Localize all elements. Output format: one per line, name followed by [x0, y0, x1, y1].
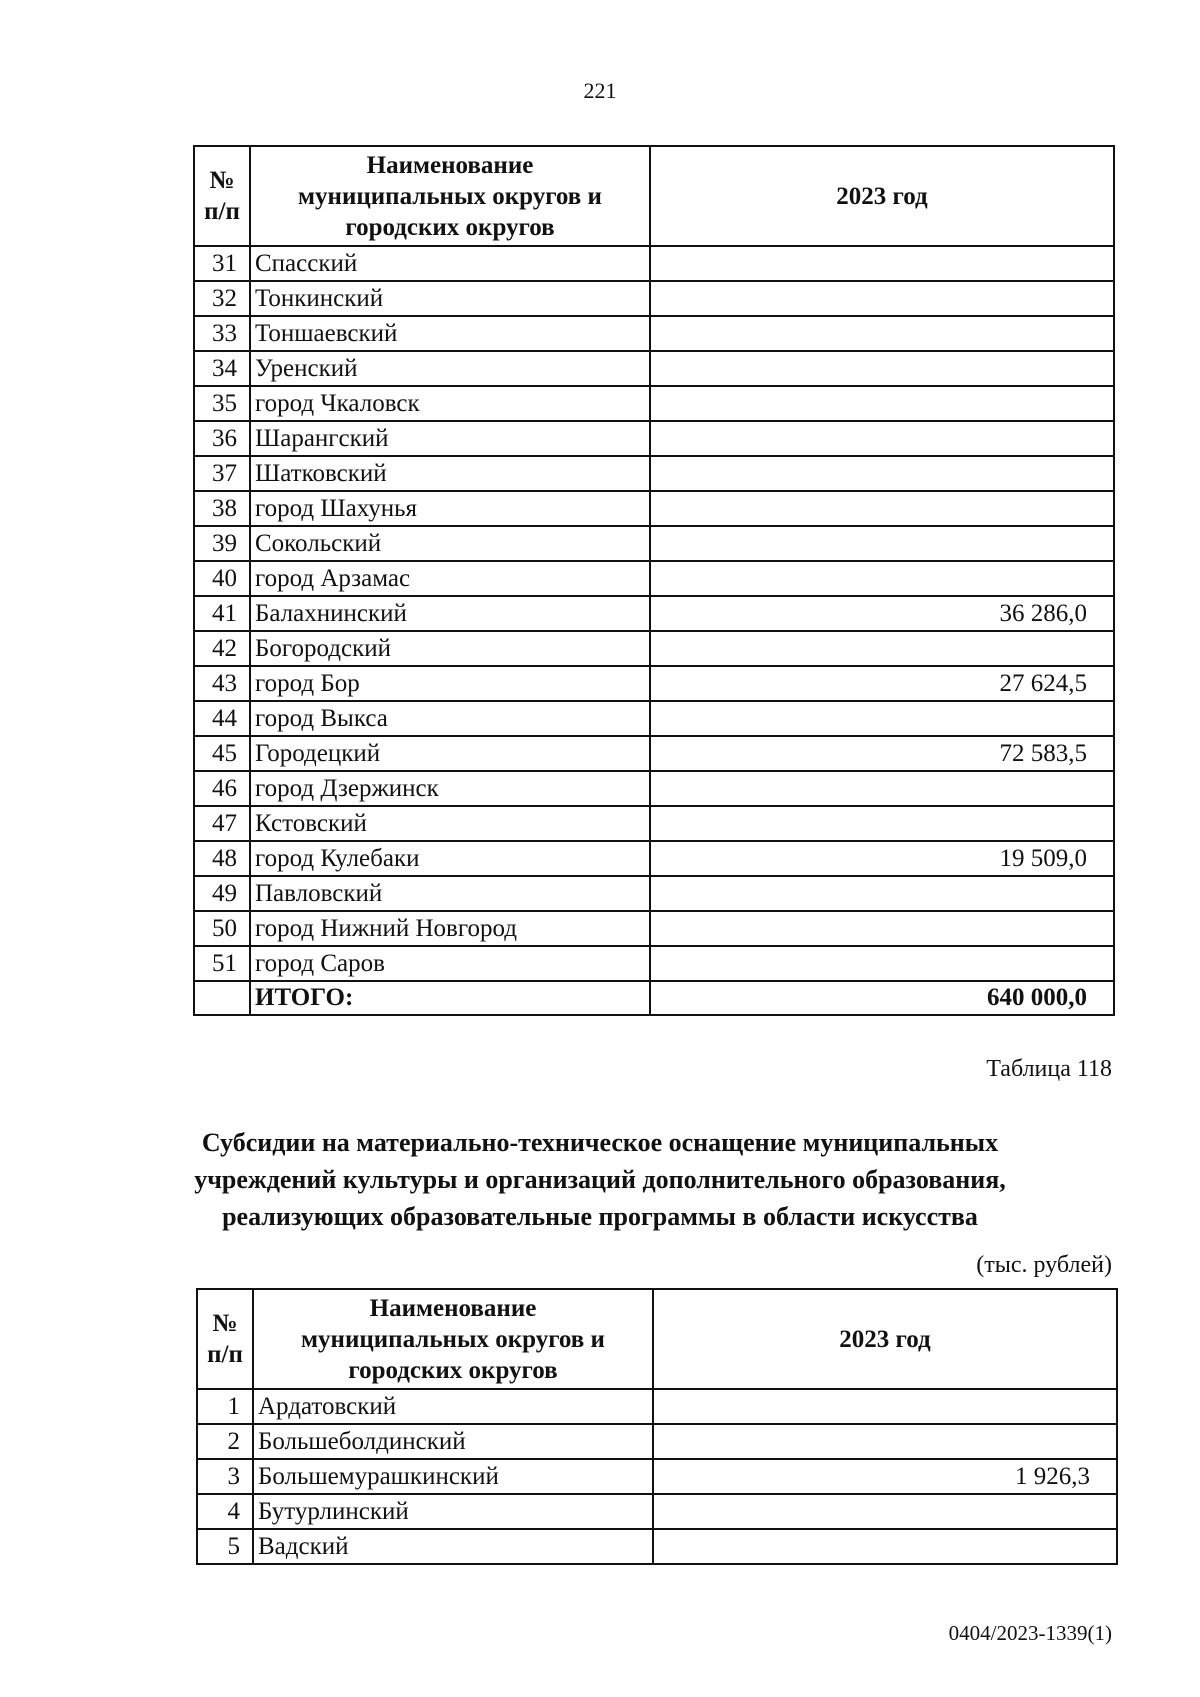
table-row — [194, 701, 1114, 736]
table-row — [194, 946, 1114, 981]
table-row — [194, 771, 1114, 806]
table-row — [194, 316, 1114, 351]
row-number: 35 — [194, 386, 250, 421]
amount-value — [650, 701, 1114, 736]
row-number: 1 — [197, 1389, 253, 1424]
amount-value — [650, 631, 1114, 666]
amount-value — [650, 561, 1114, 596]
district-name: Большеболдинский — [253, 1424, 653, 1459]
header-district-name: Наименование муниципальных округов и городских округов — [250, 146, 650, 246]
district-name: Сокольский — [250, 526, 650, 561]
document-code: 0404/2023-1339(1) — [948, 1621, 1112, 1645]
table-row — [194, 421, 1114, 456]
table-row — [194, 596, 1114, 631]
table-row — [194, 526, 1114, 561]
table-row — [194, 351, 1114, 386]
units-label: (тыс. рублей) — [976, 1252, 1112, 1278]
districts-table-1-body — [194, 246, 1114, 981]
amount-value — [650, 316, 1114, 351]
table-title — [0, 1124, 1200, 1235]
table-row — [194, 806, 1114, 841]
table-row — [194, 631, 1114, 666]
amount-value — [650, 876, 1114, 911]
table-row — [197, 1389, 1117, 1424]
amount-value — [650, 526, 1114, 561]
row-number: 44 — [194, 701, 250, 736]
amount-value — [650, 771, 1114, 806]
district-name: Тонкинский — [250, 281, 650, 316]
district-name: город Дзержинск — [250, 771, 650, 806]
amount-value — [650, 946, 1114, 981]
row-number: 43 — [194, 666, 250, 701]
table-row — [197, 1529, 1117, 1564]
district-name: город Нижний Новгород — [250, 911, 650, 946]
row-number: 38 — [194, 491, 250, 526]
row-number: 4 — [197, 1494, 253, 1529]
row-number: 31 — [194, 246, 250, 281]
district-name: город Чкаловск — [250, 386, 650, 421]
district-name: Павловский — [250, 876, 650, 911]
row-number: 49 — [194, 876, 250, 911]
amount-value: 72 583,5 — [650, 736, 1114, 771]
district-name: Бутурлинский — [253, 1494, 653, 1529]
total-value: 640 000,0 — [650, 981, 1114, 1015]
amount-value — [650, 281, 1114, 316]
table-row — [194, 841, 1114, 876]
row-number: 3 — [197, 1459, 253, 1494]
amount-value — [650, 386, 1114, 421]
row-number: 50 — [194, 911, 250, 946]
district-name: город Саров — [250, 946, 650, 981]
row-number: 42 — [194, 631, 250, 666]
table-row — [194, 911, 1114, 946]
row-number: 5 — [197, 1529, 253, 1564]
table-row — [197, 1424, 1117, 1459]
title-line: реализующих образовательные программы в области искусства — [222, 1202, 978, 1231]
header-district-name: Наименование муниципальных округов и городских округов — [253, 1289, 653, 1389]
row-number: 36 — [194, 421, 250, 456]
district-name: Ардатовский — [253, 1389, 653, 1424]
table-row — [197, 1459, 1117, 1494]
row-number: 39 — [194, 526, 250, 561]
amount-value — [650, 246, 1114, 281]
district-name: город Выкса — [250, 701, 650, 736]
amount-value: 27 624,5 — [650, 666, 1114, 701]
district-name: Богородский — [250, 631, 650, 666]
row-number: 34 — [194, 351, 250, 386]
table-row — [194, 876, 1114, 911]
amount-value: 36 286,0 — [650, 596, 1114, 631]
table-row — [194, 456, 1114, 491]
row-number: 40 — [194, 561, 250, 596]
district-name: Большемурашкинский — [253, 1459, 653, 1494]
amount-value — [653, 1389, 1117, 1424]
table-row — [194, 491, 1114, 526]
districts-table-2 — [196, 1288, 1118, 1565]
district-name: город Кулебаки — [250, 841, 650, 876]
row-number: 45 — [194, 736, 250, 771]
table-row — [197, 1494, 1117, 1529]
row-number: 2 — [197, 1424, 253, 1459]
row-number: 37 — [194, 456, 250, 491]
header-number: № п/п — [197, 1289, 253, 1389]
total-row — [194, 981, 1114, 1015]
amount-value: 19 509,0 — [650, 841, 1114, 876]
row-number: 33 — [194, 316, 250, 351]
table-caption: Таблица 118 — [986, 1056, 1112, 1082]
title-line: Субсидии на материально-техническое оснащение муниципальных — [201, 1128, 999, 1157]
row-number: 46 — [194, 771, 250, 806]
header-year: 2023 год — [650, 146, 1114, 246]
table-row — [194, 246, 1114, 281]
district-name: Балахнинский — [250, 596, 650, 631]
amount-value — [653, 1424, 1117, 1459]
row-number: 48 — [194, 841, 250, 876]
row-number: 51 — [194, 946, 250, 981]
amount-value — [653, 1529, 1117, 1564]
table-row — [194, 561, 1114, 596]
districts-table-2-body — [197, 1389, 1117, 1564]
header-year: 2023 год — [653, 1289, 1117, 1389]
page-number: 221 — [583, 78, 617, 103]
table-row — [194, 281, 1114, 316]
row-number: 47 — [194, 806, 250, 841]
district-name: Шатковский — [250, 456, 650, 491]
table-row — [194, 736, 1114, 771]
table-row — [194, 386, 1114, 421]
district-name: Уренский — [250, 351, 650, 386]
amount-value — [653, 1494, 1117, 1529]
district-name: Шарангский — [250, 421, 650, 456]
total-label: ИТОГО: — [250, 981, 650, 1015]
row-number: 41 — [194, 596, 250, 631]
district-name: город Бор — [250, 666, 650, 701]
amount-value — [650, 421, 1114, 456]
district-name: Тоншаевский — [250, 316, 650, 351]
amount-value: 1 926,3 — [653, 1459, 1117, 1494]
district-name: Городецкий — [250, 736, 650, 771]
district-name: Вадский — [253, 1529, 653, 1564]
district-name: город Арзамас — [250, 561, 650, 596]
total-number-cell — [194, 981, 250, 1015]
districts-table-1 — [193, 145, 1115, 1016]
district-name: Спасский — [250, 246, 650, 281]
district-name: Кстовский — [250, 806, 650, 841]
amount-value — [650, 351, 1114, 386]
amount-value — [650, 491, 1114, 526]
district-name: город Шахунья — [250, 491, 650, 526]
table-row — [194, 666, 1114, 701]
amount-value — [650, 806, 1114, 841]
amount-value — [650, 456, 1114, 491]
title-line: учреждений культуры и организаций дополнительного образования, — [194, 1165, 1006, 1194]
row-number: 32 — [194, 281, 250, 316]
amount-value — [650, 911, 1114, 946]
header-number: № п/п — [194, 146, 250, 246]
